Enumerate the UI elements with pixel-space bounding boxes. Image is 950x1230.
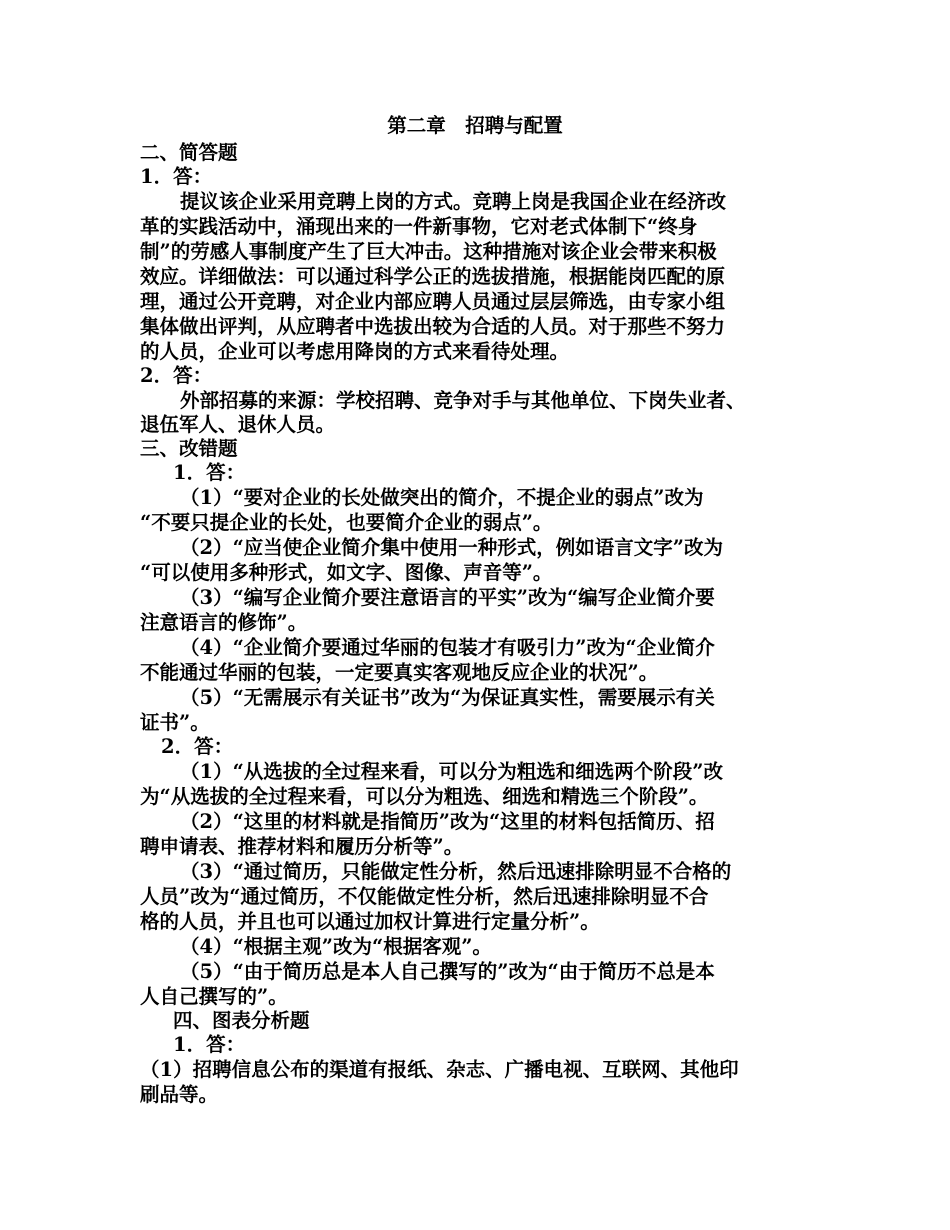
section-heading-correction: 三、改错题 xyxy=(140,437,238,460)
paragraph-line: 证书”。 xyxy=(140,711,210,734)
paragraph-line: （1）“要对企业的长处做突出的简介，不提企业的弱点”改为 xyxy=(180,486,704,509)
paragraph-line: 聘申请表、推荐材料和履历分析等”。 xyxy=(140,835,464,858)
paragraph-line: （1）“从选拔的全过程来看，可以分为粗选和细选两个阶段”改 xyxy=(180,760,724,783)
paragraph-line: 效应。详细做法：可以通过科学公正的选拔措施，根据能岗匹配的原 xyxy=(140,265,726,288)
paragraph-line: （5）“由于简历总是本人自己撰写的”改为“由于简历不总是本 xyxy=(180,960,715,983)
section-heading-short-answer: 二、简答题 xyxy=(140,141,238,164)
paragraph-line: （4）“企业简介要通过华丽的包装才有吸引力”改为“企业简介 xyxy=(180,636,715,659)
paragraph-line: （3）“编写企业简介要注意语言的平实”改为“编写企业简介要 xyxy=(180,586,715,609)
paragraph-line: 人员”改为“通过简历，不仅能做定性分析，然后迅速排除明显不合 xyxy=(140,885,709,908)
paragraph-line: 理，通过公开竞聘，对企业内部应聘人员通过层层筛选，由专家小组 xyxy=(140,290,726,313)
paragraph-line: 不能通过华丽的包装，一定要真实客观地反应企业的状况”。 xyxy=(140,661,659,684)
paragraph-line: 提议该企业采用竞聘上岗的方式。竞聘上岗是我国企业在经济改 xyxy=(180,190,727,213)
paragraph-line: 注意语言的修饰”。 xyxy=(140,611,308,634)
paragraph-line: （5）“无需展示有关证书”改为“为保证真实性，需要展示有关 xyxy=(180,686,715,709)
paragraph-line: 革的实践活动中，涌现出来的一件新事物，它对老式体制下“终身 xyxy=(140,215,698,238)
paragraph-line: 退伍军人、退休人员。 xyxy=(140,413,336,436)
answer-label: 2．答： xyxy=(161,735,234,758)
paragraph-line: 外部招募的来源：学校招聘、竞争对手与其他单位、下岗失业者、 xyxy=(180,389,746,412)
paragraph-line: 为“从选拔的全过程来看，可以分为粗选、细选和精选三个阶段”。 xyxy=(140,785,709,808)
answer-label: 1．答： xyxy=(173,1033,246,1056)
chapter-title: 第二章 招聘与配置 xyxy=(387,114,563,137)
paragraph-line: 人自己撰写的”。 xyxy=(140,985,288,1008)
paragraph-line: 的人员，企业可以考虑用降岗的方式来看待处理。 xyxy=(140,340,570,363)
paragraph-line: （1）招聘信息公布的渠道有报纸、杂志、广播电视、互联网、其他印 xyxy=(140,1058,739,1081)
paragraph-line: “可以使用多种形式，如文字、图像、声音等”。 xyxy=(140,561,553,584)
paragraph-line: 制”的劳感人事制度产生了巨大冲击。这种措施对该企业会带来积极 xyxy=(140,240,717,263)
paragraph-line: （2）“这里的材料就是指简历”改为“这里的材料包括简历、招 xyxy=(180,810,715,833)
paragraph-line: （4）“根据主观”改为“根据客观”。 xyxy=(180,935,492,958)
paragraph-line: 格的人员，并且也可以通过加权计算进行定量分析”。 xyxy=(140,910,600,933)
section-heading-chart-analysis: 四、图表分析题 xyxy=(173,1009,310,1032)
paragraph-line: “不要只提企业的长处，也要简介企业的弱点”。 xyxy=(140,511,553,534)
answer-label: 1．答： xyxy=(173,461,246,484)
answer-label: 2．答： xyxy=(140,364,213,387)
paragraph-line: 刷品等。 xyxy=(140,1083,219,1106)
paragraph-line: 集体做出评判，从应聘者中选拔出较为合适的人员。对于那些不努力 xyxy=(140,315,726,338)
answer-label: 1．答： xyxy=(140,165,213,188)
paragraph-line: （2）“应当使企业简介集中使用一种形式，例如语言文字”改为 xyxy=(180,536,724,559)
paragraph-line: （3）“通过简历，只能做定性分析，然后迅速排除明显不合格的 xyxy=(180,860,732,883)
